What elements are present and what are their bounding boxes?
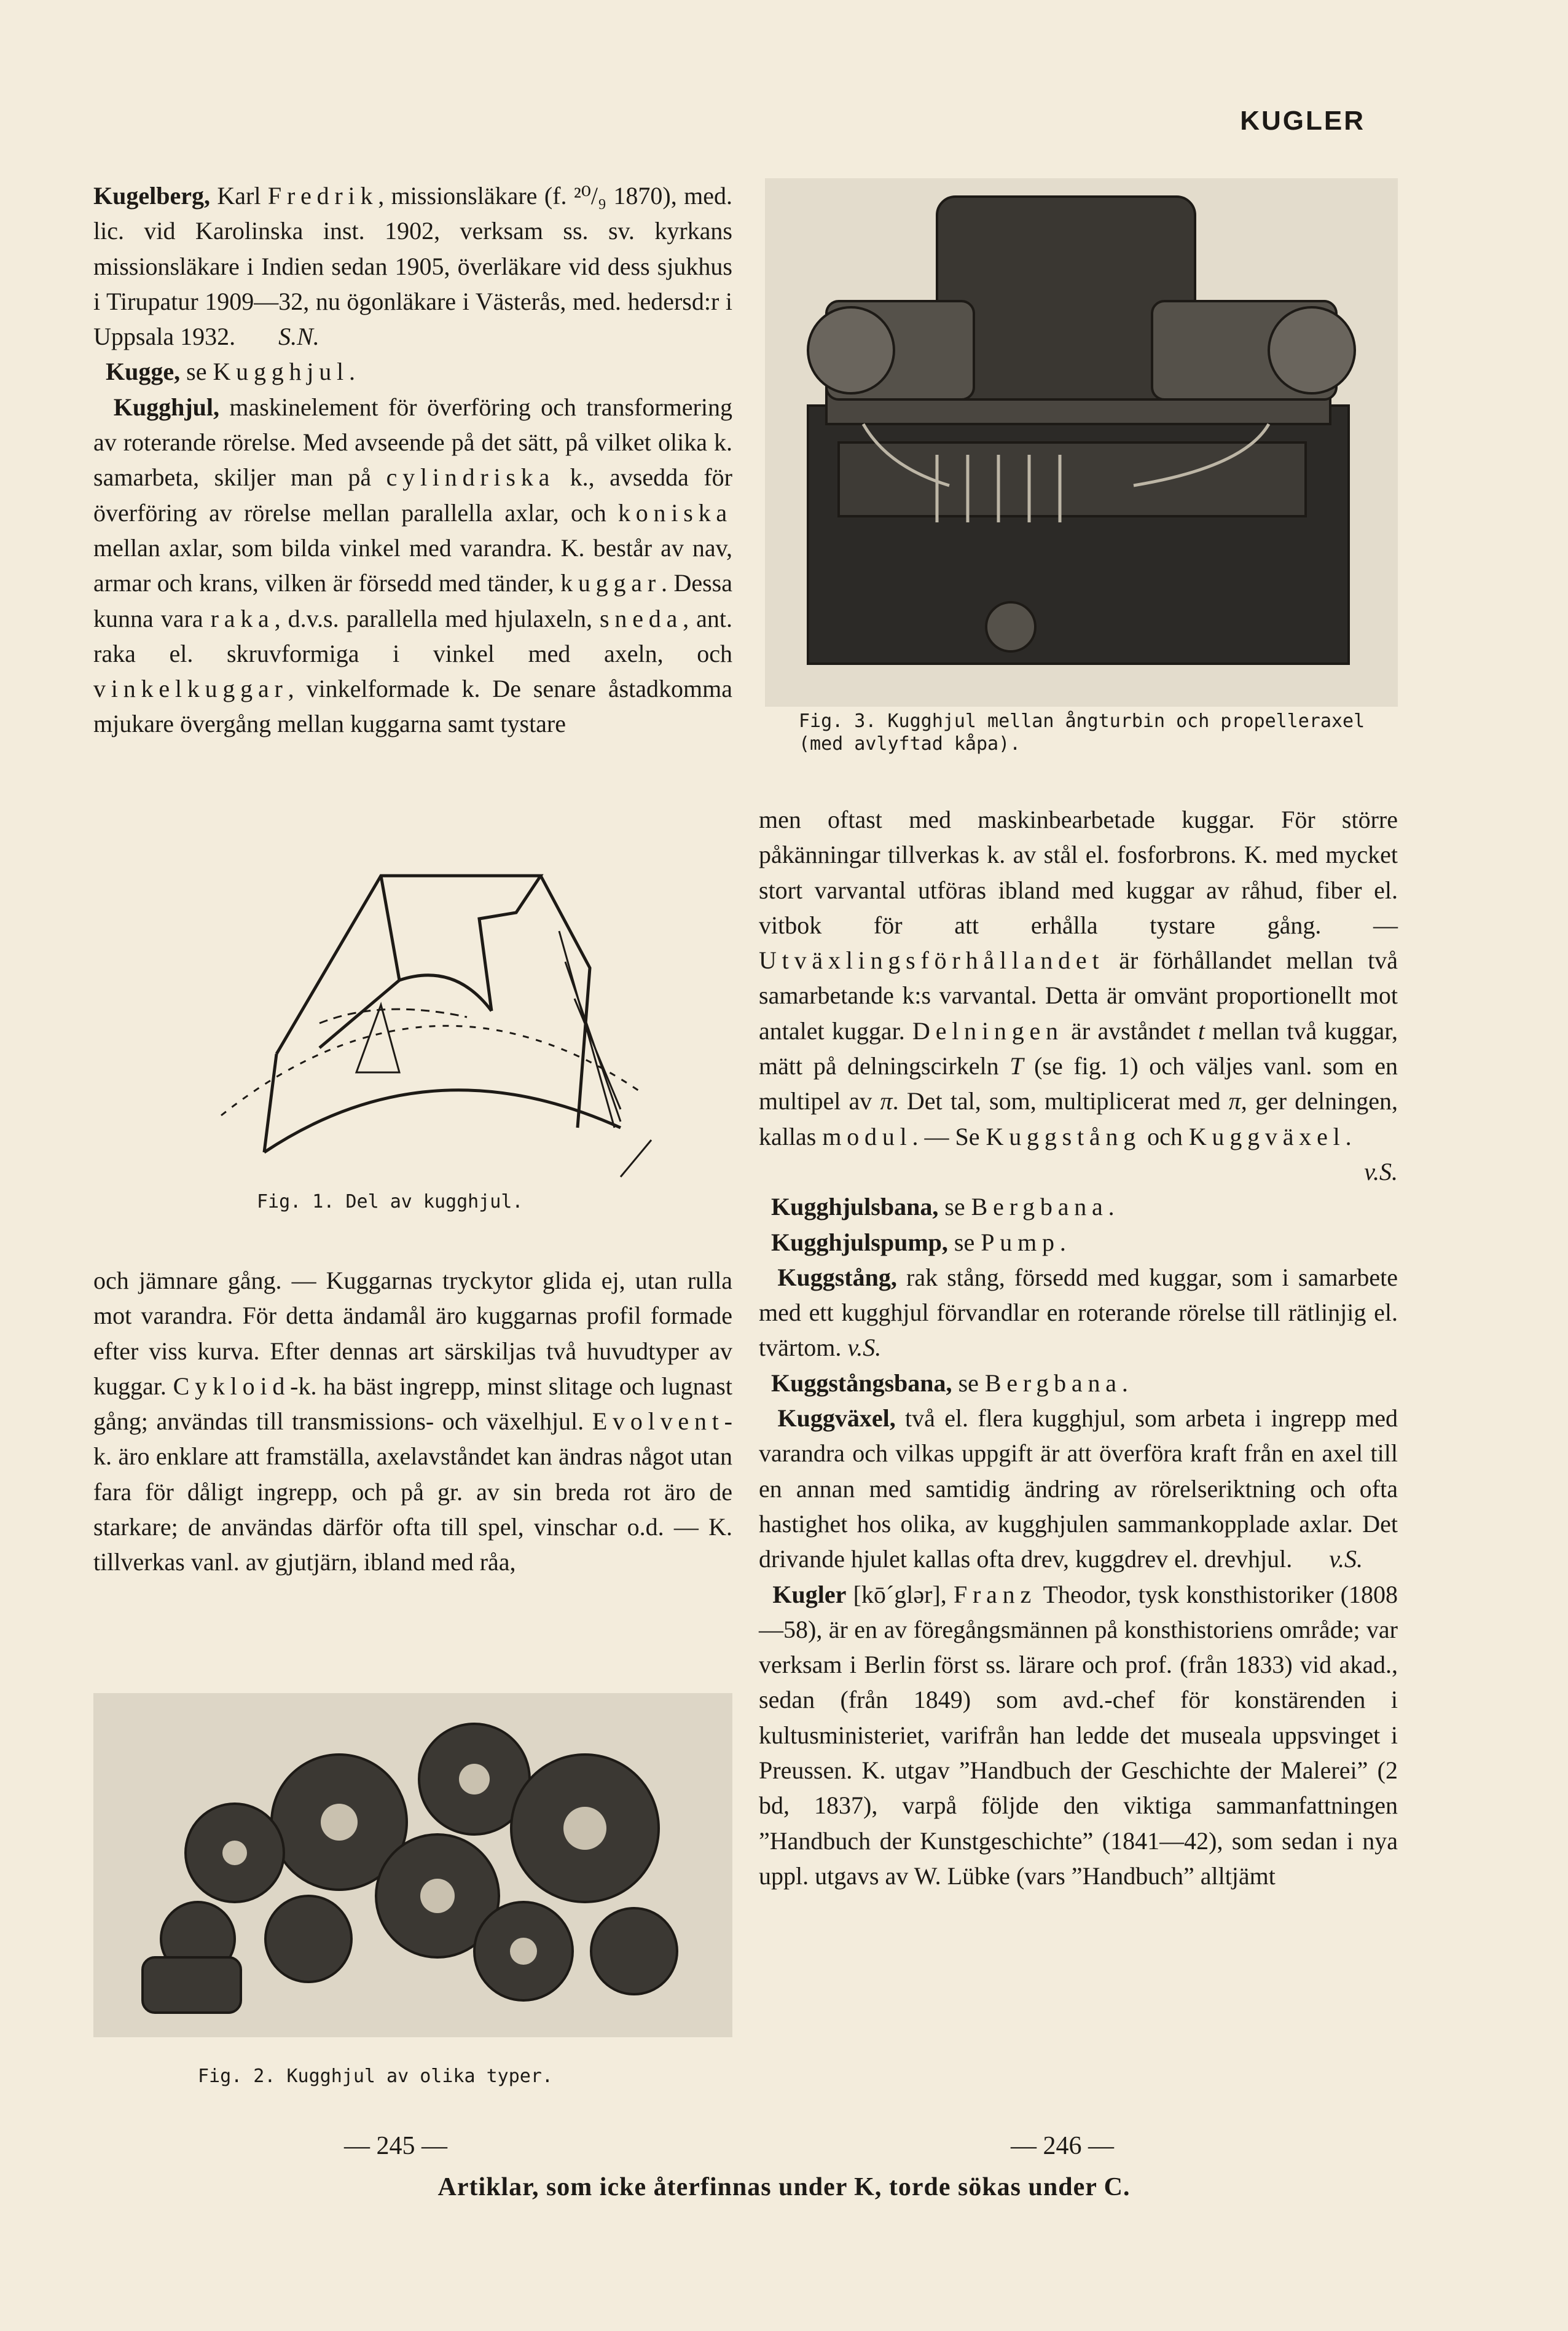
figure-3-caption: Fig. 3. Kugghjul mellan ångturbin och propelleraxel (med avlyftad kåpa). bbox=[799, 710, 1365, 755]
page-number-right: — 246 — bbox=[1011, 2132, 1114, 2160]
figure-1-caption: Fig. 1. Del av kugghjul. bbox=[257, 1191, 523, 1213]
entry-head: Kugelberg, bbox=[93, 182, 210, 210]
signature: v.S. bbox=[1364, 1157, 1398, 1185]
figure-1-gear-tooth-diagram bbox=[197, 857, 664, 1238]
left-column-bottom bbox=[93, 1263, 732, 1580]
entry-kugghjul-end: men oftast med maskinbearbetade kuggar. För större påkänningar tillverkas k. av stål el. fosforbrons. K. med mycket stort varvantal utföras ibland med kuggar av råhud, fiber el. vitbok för att erhålla tystare gång. — Utväxlingsförhållandet är förhållandet mellan två samarbetande k:s varvantal. Detta är omvänt proportionellt mot antalet kuggar. Delningen är avståndet t mellan två kuggar, mätt på delningscirkeln T (se fig. 1) och väljes vanl. som en multipel av π. Det tal, som, multiplicerat med π, ger delningen, kallas modul. — Se Kuggstång och Kuggväxel. bbox=[759, 806, 1398, 1150]
gears-photo bbox=[93, 1693, 732, 2037]
page-number-left: — 245 — bbox=[344, 2132, 447, 2160]
right-column bbox=[759, 802, 1398, 1893]
entry-kugghjulspump: Kugghjulspump, se Pump. bbox=[771, 1228, 1066, 1256]
gear-tooth-drawing bbox=[197, 857, 664, 1238]
entry-kuggvaxel: Kuggväxel, två el. flera kugghjul, som arbeta i ingrepp med varandra och vilkas uppgift är att överföra kraft från en axel till en annan med samtidig ändring av rörelseriktning och ofta hastighet hos olika, av kugghjulen sammankopplade axlar. Det drivande hjulet kallas ofta drev, kuggdrev el. drevhjul. v.S. bbox=[759, 1404, 1398, 1573]
turbine-photo bbox=[765, 178, 1398, 707]
figure-3-turbine-photo bbox=[765, 178, 1398, 768]
entry-kugelberg: Kugelberg, Karl Fredrik, missionsläkare (f. ²⁰/₉ 1870), med. lic. vid Karolinska inst. 1902, verksam ss. sv. kyrkans missionsläkare i Indien sedan 1905, överläkare vid dess sjukhus i Tirupatur 1909—32, nu ögonläkare i Västerås, med. hedersd:r i Uppsala 1932. S.N. bbox=[93, 182, 733, 351]
signature: v.S. bbox=[1329, 1545, 1363, 1573]
entry-kuggstangsbana: Kuggstångsbana, se Bergbana. bbox=[771, 1369, 1128, 1397]
entry-kugler: Kugler [kō´glər], Franz Theodor, tysk konsthistoriker (1808—58), är en av föregångsmännen på konsthistoriens område; var verksam i Berlin först ss. lärare och prof. (från 1833) vid akad., sedan (från 1849) som avd.-chef för konstärenden i kultusministeriet, varifrån han ledde det museala uppsvinget i Preussen. K. utgav ”Handbuch der Geschichte der Malerei” (2 bd, 1837), varpå följde den viktiga sammanfattningen ”Handbuch der Kunstgeschichte” (1841—42), som sedan i nya uppl. utgavs av W. Lübke (vars ”Handbuch” alltjämt bbox=[759, 1580, 1398, 1890]
signature-line bbox=[759, 1154, 1398, 1189]
entry-kugghjulsbana: Kugghjulsbana, se Bergbana. bbox=[771, 1193, 1115, 1221]
figure-2-caption: Fig. 2. Kugghjul av olika typer. bbox=[198, 2066, 553, 2087]
figure-2-gears-photo bbox=[93, 1693, 732, 2099]
entry-kuggstang: Kuggstång, rak stång, försedd med kuggar, som i samarbete med ett kugghjul förvandlar en roterande rörelse till rätlinjig el. tvärtom. v.S. bbox=[759, 1263, 1398, 1362]
signature: S.N. bbox=[278, 323, 319, 351]
entry-kugghjul: Kugghjul, maskinelement för överföring och transformering av roterande rörelse. Med avseende på det sätt, på vilket olika k. samarbeta, skiljer man på cylindriska k., avsedda för överföring av rörelse mellan parallella axlar, och koniska mellan axlar, som bilda vinkel med varandra. K. består av nav, armar och krans, vilken är försedd med tänder, kuggar. Dessa kunna vara raka, d.v.s. parallella med hjulaxeln, sneda, ant. raka el. skruvformiga i vinkel med axeln, och vinkelkuggar, vinkelformade k. De senare åstadkomma mjukare övergång mellan kuggarna samt tystare bbox=[93, 393, 733, 738]
running-header: KUGLER bbox=[1240, 106, 1365, 136]
left-column-top bbox=[93, 178, 732, 742]
footer-note: Artiklar, som icke återfinnas under K, torde sökas under C. bbox=[437, 2173, 1131, 2201]
entry-kugge: Kugge, se Kugghjul. bbox=[106, 358, 355, 386]
signature: v.S. bbox=[847, 1334, 882, 1362]
entry-kugghjul-cont: och jämnare gång. — Kuggarnas tryckytor glida ej, utan rulla mot varandra. För detta ändamål äro kuggarnas profil formade efter viss kurva. Efter dennas art särskiljas två huvudtyper av kuggar. Cykloid-k. ha bäst ingrepp, minst slitage och lugnast gång; användas till transmissions- och växelhjul. Evolvent-k. äro enklare att framställa, axelavståndet kan ändras något utan fara för dåligt ingrepp, och på gr. av sin breda rot äro de starkare; de användas därför ofta till spel, vinschar o.d. — K. tillverkas vanl. av gjutjärn, ibland med råa, bbox=[93, 1267, 732, 1576]
